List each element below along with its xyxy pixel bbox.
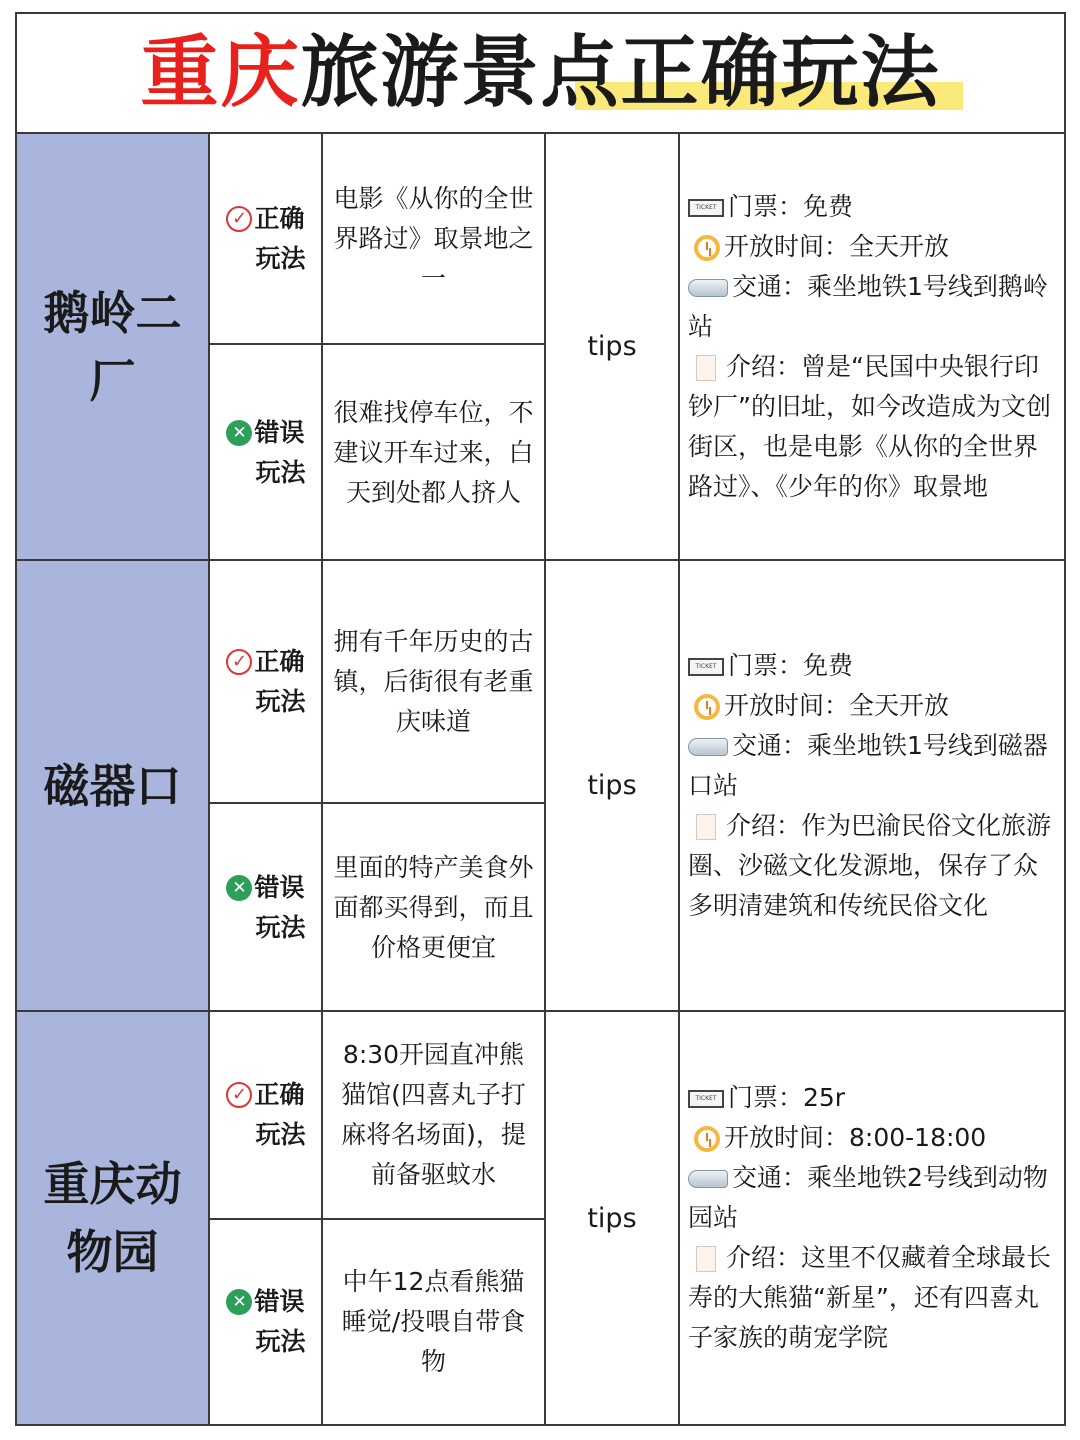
tips-label: tips xyxy=(546,561,680,1010)
intro-line xyxy=(688,806,1058,926)
clock-icon xyxy=(694,235,720,261)
tips-label: tips xyxy=(546,134,680,559)
correct-label: 正确 xyxy=(254,646,305,676)
ticket-icon: TICKET xyxy=(688,1090,724,1108)
correct-label-2: 玩法 xyxy=(255,686,306,716)
intro-line xyxy=(688,347,1058,507)
correct-tag xyxy=(210,134,323,343)
info-cell xyxy=(680,134,1064,559)
hours-line xyxy=(688,227,1058,267)
transport-line xyxy=(688,726,1058,806)
section-eling xyxy=(17,134,1064,561)
ticket-line xyxy=(688,1078,1058,1118)
clock-icon xyxy=(694,1126,720,1152)
hours-line xyxy=(688,686,1058,726)
correct-label: 正确 xyxy=(254,1080,305,1109)
correct-label-2: 玩法 xyxy=(255,243,306,273)
hours-text: 开放时间：8:00-18:00 xyxy=(724,1123,987,1152)
wrong-label: 错误 xyxy=(254,418,305,447)
check-icon: ✓ xyxy=(226,1082,252,1108)
hours-text: 开放时间：全天开放 xyxy=(724,690,950,720)
transport-line xyxy=(688,1158,1058,1238)
correct-desc-cell xyxy=(323,134,544,343)
transport-text: 交通：乘坐地铁2号线到动物园站 xyxy=(688,1163,1048,1232)
wrong-desc: 中午12点看熊猫睡觉/投喂自带食物 xyxy=(341,1267,526,1376)
train-icon xyxy=(688,1170,728,1188)
intro-text: 介绍：曾是“民国中央银行印钞厂”的旧址，如今改造成为文创街区，也是电影《从你的全世界路过》、《少年的你》取景地 xyxy=(688,351,1051,501)
check-icon: ✓ xyxy=(226,649,252,675)
clock-icon xyxy=(694,694,720,720)
correct-tag xyxy=(210,561,323,802)
place-name: 鹅岭二厂 xyxy=(43,285,182,408)
wrong-tag xyxy=(210,1220,323,1424)
wrong-desc-cell xyxy=(323,1220,544,1424)
correct-label: 正确 xyxy=(254,203,305,233)
correct-row xyxy=(210,1012,546,1220)
guide-table xyxy=(15,12,1066,1426)
ticket-line xyxy=(688,646,1058,686)
section-ciqikou xyxy=(17,561,1064,1012)
wrong-row xyxy=(210,804,546,1012)
wrong-desc-cell xyxy=(323,804,544,1012)
wrong-desc: 很难找停车位，不建议开车过来，白天到处都人挤人 xyxy=(333,398,534,507)
play-rows xyxy=(210,134,546,559)
hours-line xyxy=(688,1118,1058,1158)
correct-desc: 电影《从你的全世界路过》取景地之一 xyxy=(333,183,534,293)
correct-row xyxy=(210,561,546,804)
title-dark-part: 旅游景点正确玩法 xyxy=(300,28,941,118)
title-bar xyxy=(17,14,1064,134)
correct-desc: 8:30开园直冲熊猫馆(四喜丸子打麻将名场面)，提前备驱蚊水 xyxy=(341,1040,526,1189)
correct-label-2: 玩法 xyxy=(255,1120,306,1149)
title-red-part: 重庆 xyxy=(140,28,301,118)
info-cell xyxy=(680,1012,1064,1424)
correct-desc: 拥有千年历史的古镇，后街很有老重庆味道 xyxy=(333,626,534,736)
wrong-label-2: 玩法 xyxy=(255,1327,306,1356)
place-cell xyxy=(17,134,210,559)
info-cell xyxy=(680,561,1064,1010)
page-title xyxy=(140,28,941,118)
ticket-text: 门票：25r xyxy=(728,1083,846,1112)
wrong-row xyxy=(210,345,546,561)
wrong-label-2: 玩法 xyxy=(255,458,306,487)
hours-text: 开放时间：全天开放 xyxy=(724,231,950,261)
transport-text: 交通：乘坐地铁1号线到磁器口站 xyxy=(688,730,1048,800)
tips-label: tips xyxy=(546,1012,680,1424)
correct-tag xyxy=(210,1012,323,1218)
play-rows xyxy=(210,561,546,1010)
wrong-label: 错误 xyxy=(254,1287,305,1316)
wrong-tag xyxy=(210,804,323,1012)
wrong-label-2: 玩法 xyxy=(255,913,306,942)
correct-row xyxy=(210,134,546,345)
transport-text: 交通：乘坐地铁1号线到鹅岭站 xyxy=(688,271,1048,341)
scroll-icon xyxy=(696,1246,716,1272)
section-zoo xyxy=(17,1012,1064,1424)
cross-icon: ✕ xyxy=(226,420,252,446)
ticket-line xyxy=(688,187,1058,227)
wrong-row xyxy=(210,1220,546,1424)
train-icon xyxy=(688,738,728,756)
place-cell xyxy=(17,561,210,1010)
intro-text: 介绍：这里不仅藏着全球最长寿的大熊猫“新星”，还有四喜丸子家族的萌宠学院 xyxy=(688,1243,1052,1352)
wrong-label: 错误 xyxy=(254,873,305,902)
ticket-text: 门票：免费 xyxy=(728,650,854,680)
correct-desc-cell xyxy=(323,561,544,802)
ticket-icon: TICKET xyxy=(688,199,724,217)
place-name: 重庆动物园 xyxy=(43,1157,182,1279)
place-name: 磁器口 xyxy=(43,758,182,813)
check-icon: ✓ xyxy=(226,206,252,232)
play-rows xyxy=(210,1012,546,1424)
scroll-icon xyxy=(696,814,716,840)
ticket-icon: TICKET xyxy=(688,658,724,676)
wrong-desc-cell xyxy=(323,345,544,561)
correct-desc-cell xyxy=(323,1012,544,1218)
wrong-tag xyxy=(210,345,323,561)
train-icon xyxy=(688,279,728,297)
cross-icon: ✕ xyxy=(226,1289,252,1315)
transport-line xyxy=(688,267,1058,347)
place-cell xyxy=(17,1012,210,1424)
intro-text: 介绍：作为巴渝民俗文化旅游圈、沙磁文化发源地，保存了众多明清建筑和传统民俗文化 xyxy=(688,810,1052,920)
scroll-icon xyxy=(696,355,716,381)
ticket-text: 门票：免费 xyxy=(728,191,854,221)
cross-icon: ✕ xyxy=(226,875,252,901)
intro-line xyxy=(688,1238,1058,1358)
wrong-desc: 里面的特产美食外面都买得到，而且价格更便宜 xyxy=(333,853,534,962)
